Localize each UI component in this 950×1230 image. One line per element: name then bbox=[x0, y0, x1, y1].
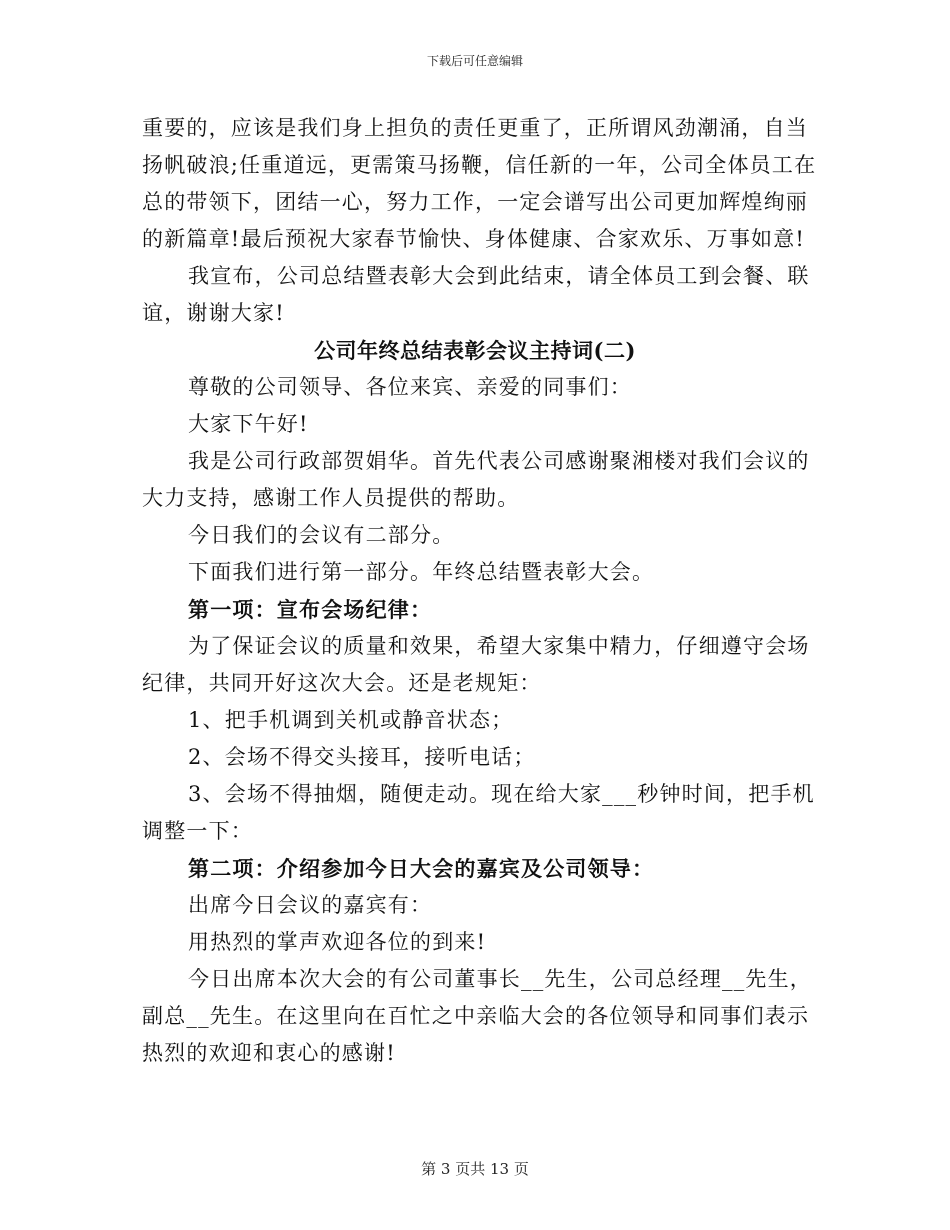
section-title: 公司年终总结表彰会议主持词(二) bbox=[314, 338, 636, 363]
salutation: 尊敬的公司领导、各位来宾、亲爱的同事们： bbox=[188, 375, 632, 399]
page-footer: 第 3 页共 13 页 bbox=[421, 1160, 529, 1178]
paragraph-line: 我宣布，公司总结暨表彰大会到此结束，请全体员工到会餐、联 bbox=[188, 264, 810, 288]
paragraph-line: 大力支持，感谢工作人员提供的帮助。 bbox=[142, 486, 520, 510]
greeting: 大家下午好! bbox=[188, 412, 309, 436]
item-heading: 第一项：宣布会场纪律： bbox=[188, 597, 433, 622]
list-item: 1、把手机调到关机或静音状态； bbox=[188, 708, 514, 732]
list-item: 3、会场不得抽烟，随便走动。现在给大家___秒钟时间，把手机 bbox=[188, 782, 815, 806]
document-body bbox=[142, 110, 817, 1072]
paragraph-line: 热烈的欢迎和衷心的感谢! bbox=[142, 1041, 396, 1065]
paragraph-line: 我是公司行政部贺娟华。首先代表公司感谢聚湘楼对我们会议的 bbox=[188, 449, 810, 473]
paragraph-line: 为了保证会议的质量和效果，希望大家集中精力，仔细遵守会场 bbox=[188, 634, 810, 658]
paragraph-line: 用热烈的掌声欢迎各位的到来! bbox=[188, 930, 487, 954]
paragraph-line: 下面我们进行第一部分。年终总结暨表彰大会。 bbox=[188, 560, 655, 584]
paragraph-line: 纪律，共同开好这次大会。还是老规矩： bbox=[142, 671, 542, 695]
paragraph-line: 的新篇章!最后预祝大家春节愉快、身体健康、合家欢乐、万事如意! bbox=[142, 227, 806, 251]
paragraph-line: 出席今日会议的嘉宾有： bbox=[188, 893, 433, 917]
paragraph-line: 重要的，应该是我们身上担负的责任更重了，正所谓风劲潮涌，自当 bbox=[142, 116, 808, 140]
paragraph-line: 今日出席本次大会的有公司董事长__先生，公司总经理__先生， bbox=[188, 967, 812, 991]
paragraph-line: 今日我们的会议有二部分。 bbox=[188, 523, 455, 547]
paragraph-line: 调整一下： bbox=[142, 819, 253, 843]
item-heading: 第二项：介绍参加今日大会的嘉宾及公司领导： bbox=[188, 856, 655, 881]
paragraph-line: 总的带领下，团结一心，努力工作，一定会谱写出公司更加辉煌绚丽 bbox=[142, 190, 808, 214]
paragraph-line: 谊，谢谢大家! bbox=[142, 301, 285, 325]
page-header: 下载后可任意编辑 bbox=[426, 54, 523, 68]
paragraph-line: 副总__先生。在这里向在百忙之中亲临大会的各位领导和同事们表示 bbox=[142, 1004, 810, 1028]
paragraph-line: 扬帆破浪;任重道远，更需策马扬鞭，信任新的一年，公司全体员工在 bbox=[142, 153, 817, 177]
list-item: 2、会场不得交头接耳，接听电话； bbox=[188, 745, 536, 769]
